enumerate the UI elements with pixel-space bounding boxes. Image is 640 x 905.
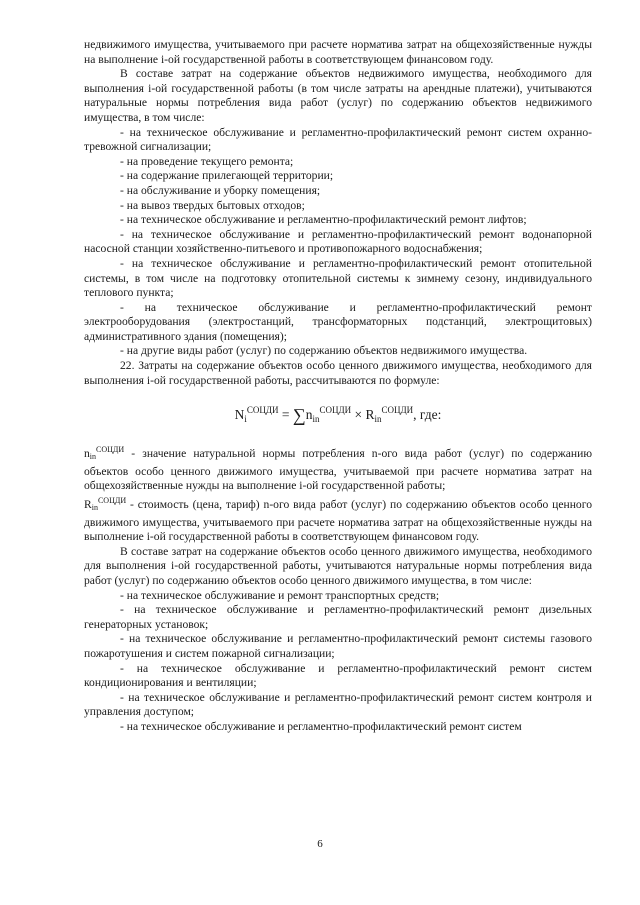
list-item: - на техническое обслуживание и регламентно-профилактический ремонт лифтов; bbox=[120, 213, 527, 227]
formula-lhs-sub: i bbox=[244, 414, 247, 425]
list-item: - на техническое обслуживание и регламентно-профилактический ремонт систем кондиционирования и вентиляции; bbox=[84, 661, 592, 690]
list-item: - на проведение текущего ремонта; bbox=[120, 154, 294, 168]
definition-n-sup: СОЦДИ bbox=[96, 445, 125, 455]
formula bbox=[84, 400, 592, 429]
definition-r-sup: СОЦДИ bbox=[97, 496, 127, 506]
paragraph-22: 22. Затраты на содержание объектов особо ценного движимого имущества, необходимого для выполнения i-ой государственной работы, рассчитываются по формуле: bbox=[84, 359, 592, 387]
formula-r: R bbox=[365, 407, 375, 423]
formula-r-sup: СОЦДИ bbox=[381, 405, 414, 416]
document-body bbox=[84, 38, 592, 735]
definition-r-text: - стоимость (цена, тариф) n-ого вида работ (услуг) по содержанию объектов особо ценного движимого имущества, учитываемого при расчете норматива затрат на общехозяйственные нужды на выполнение i-ой государственной работы в соответствующем финансовом году. bbox=[84, 498, 592, 544]
list-item: - на техническое обслуживание и регламентно-профилактический ремонт дизельных генераторных установок; bbox=[84, 603, 592, 631]
list-item: - на техническое обслуживание и регламентно-профилактический ремонт систем контроля и управления доступом; bbox=[84, 690, 592, 719]
formula-r-sub: in bbox=[374, 414, 382, 425]
list-item: - на техническое обслуживание и ремонт транспортных средств; bbox=[120, 588, 440, 602]
list-item: - на техническое обслуживание и регламентно-профилактический ремонт электрооборудования (электростанций, трансформаторных подстанций, электрощитовых) административного здания (помещения); bbox=[84, 300, 592, 343]
definition-n bbox=[84, 443, 592, 494]
definition-n-text: - значение натуральной нормы потребления n-ого вида работ (услуг) по содержанию объектов особо ценного движимого имущества, учитываемой при расчете норматива затрат на общехозяйственные нужды на выполнение i-ой государственной работы; bbox=[84, 447, 592, 493]
definition-r-sub: in bbox=[91, 503, 98, 513]
list-item: - на обслуживание и уборку помещения; bbox=[120, 183, 321, 197]
list-item: - на содержание прилегающей территории; bbox=[120, 169, 334, 183]
paragraph-movable-property-costs: В составе затрат на содержание объектов особо ценного движимого имущества, необходимого для выполнения i-ой государственной работы, учитываются натуральные нормы потребления вида работ (услуг) по содержанию объектов особо ценного движимого имущества, в том числе: bbox=[84, 544, 592, 587]
formula-n: n bbox=[305, 407, 313, 423]
definition-r-symbol: R bbox=[84, 498, 92, 512]
list-item: - на техническое обслуживание и регламентно-профилактический ремонт водонапорной насосной станции хозяйственно-питьевого и противопожарного водоснабжения; bbox=[84, 227, 592, 256]
formula-n-sub: in bbox=[312, 414, 320, 425]
list-item: - на техническое обслуживание и регламентно-профилактический ремонт отопительной системы, в том числе на подготовку отопительной системы к зимнему сезону, индивидуального теплового пункта; bbox=[84, 256, 592, 300]
formula-n-sup: СОЦДИ bbox=[319, 405, 352, 416]
formula-lhs: N bbox=[234, 407, 245, 423]
list-item: - на вывоз твердых бытовых отходов; bbox=[120, 198, 305, 212]
paragraph-real-estate-costs: В составе затрат на содержание объектов недвижимого имущества, необходимого для выполнения i-ой государственной работы (в том числе затраты на арендные платежи), учитываются натуральные нормы потребления вида работ (услуг) по содержанию объектов недвижимого имущества, в том числе: bbox=[84, 67, 592, 124]
page-number: 6 bbox=[317, 838, 323, 850]
list-item: - на техническое обслуживание и регламентно-профилактический ремонт систем bbox=[120, 719, 522, 733]
formula-times: × bbox=[354, 407, 363, 423]
list-item: - на техническое обслуживание и регламентно-профилактический ремонт систем охранно-тревожной сигнализации; bbox=[84, 125, 592, 154]
definition-n-symbol: n bbox=[84, 447, 90, 461]
list-item: - на другие виды работ (услуг) по содержанию объектов недвижимого имущества. bbox=[120, 344, 528, 358]
formula-sum-sign: ∑ bbox=[292, 405, 306, 426]
definition-r bbox=[84, 494, 592, 545]
definition-n-sub: in bbox=[89, 452, 97, 462]
formula-lhs-sup: СОЦДИ bbox=[246, 405, 279, 416]
list-item: - на техническое обслуживание и регламентно-профилактический ремонт системы газового пожаротушения и систем пожарной сигнализации; bbox=[84, 632, 592, 660]
formula-equals: = bbox=[281, 407, 290, 423]
formula-tail: , где: bbox=[413, 407, 442, 423]
paragraph-continuation: недвижимого имущества, учитываемого при расчете норматива затрат на общехозяйственные нужды на выполнение i-ой государственной работы в соответствующем финансовом году. bbox=[84, 38, 592, 66]
